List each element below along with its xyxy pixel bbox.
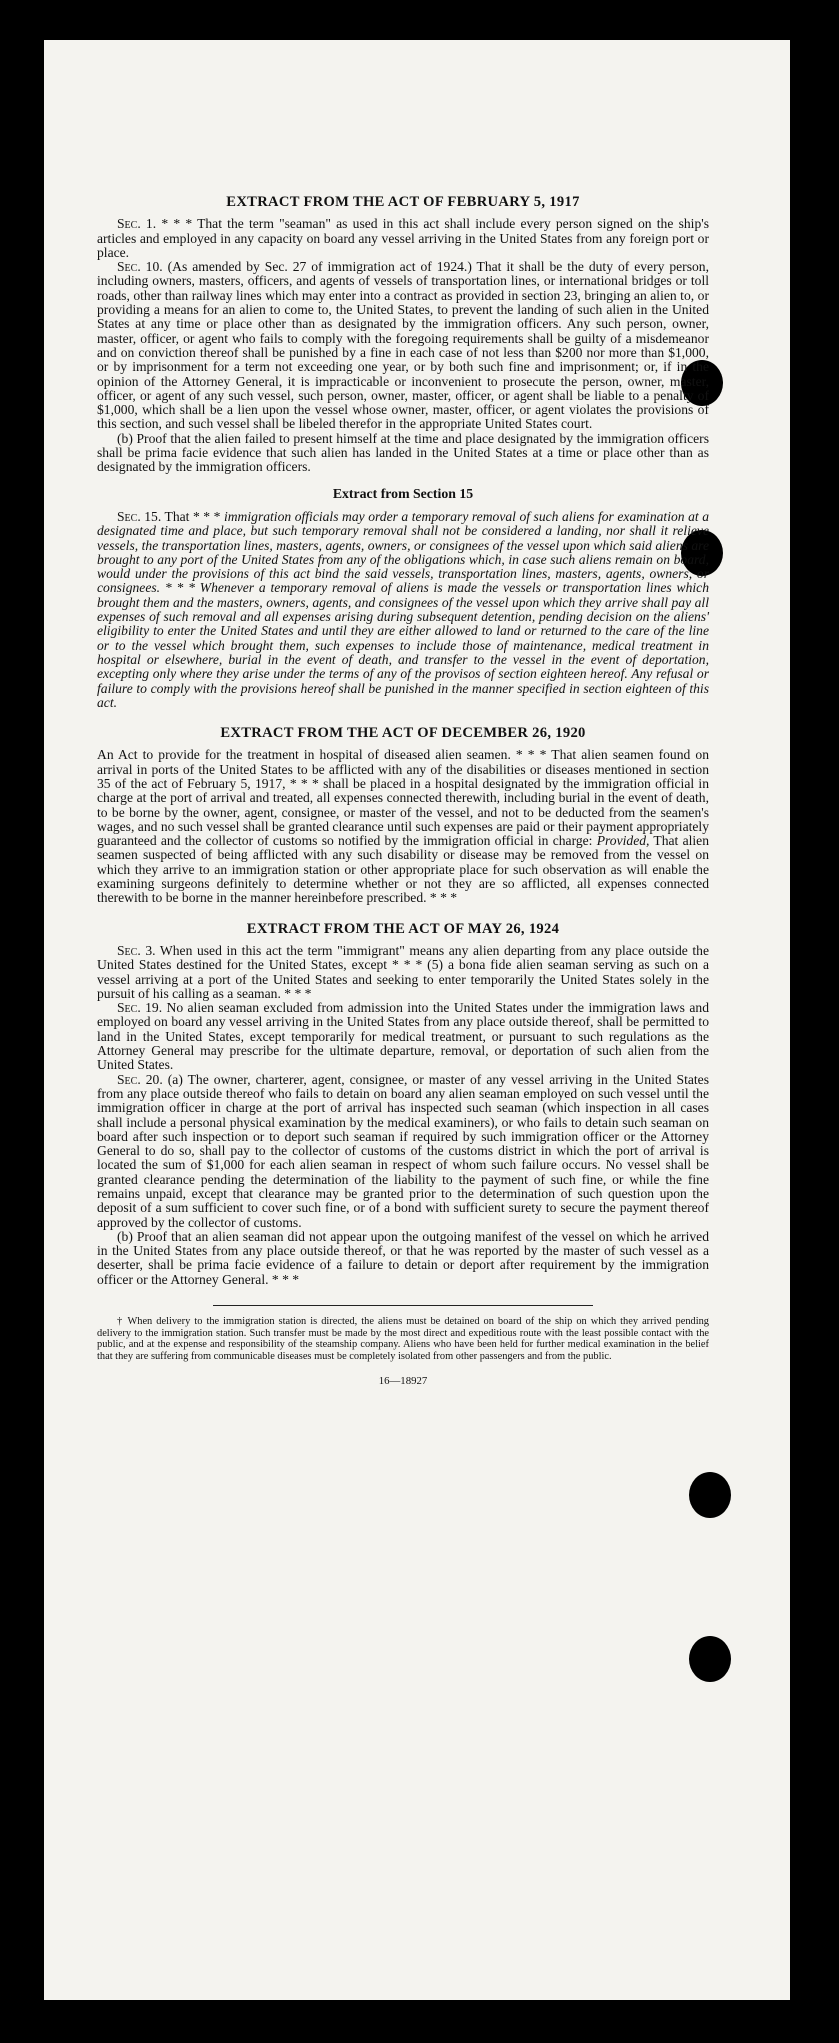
section-label: Sec. 1. xyxy=(117,216,157,232)
paragraph-text: When used in this act the term "immigrant" means any alien departing from any place outside the United States destined for the United States, except * * * (5) a bona fide alien seaman serving as such on a vessel arriving at a port of the United States and seeking to enter temporarily the United States solely in the pursuit of his calling as a seaman. * * * xyxy=(97,942,709,1001)
paragraph-text: No alien seaman excluded from admission into the United States under the immigration laws and employed on board any vessel arriving in the United States from any place outside thereof, shall be permitted to land in the United States, except temporarily for medical treatment, or pursuant to such regulations as the Attorney General may prescribe for the ultimate departure, removal, or deportation of such alien from the United States. xyxy=(97,1000,709,1073)
heading-act-feb-1917: EXTRACT FROM THE ACT OF FEBRUARY 5, 1917 xyxy=(226,194,580,210)
paragraph-sec-20 xyxy=(97,1073,709,1230)
proviso-label: Provided, xyxy=(596,833,650,849)
section-label: Sec. 15. xyxy=(117,508,162,524)
paragraph-text-2: That alien seamen suspected of being afflicted with any such disability or disease may be removed from the vessel on which they arrive to an immigration station or other appropriate place for such observation as will enable the examining surgeons definitely to determine whether or not they are so afflicted, all expenses connected therewith to be borne in the manner hereinbefore prescribed. * * * xyxy=(97,833,709,906)
paragraph-text: * * * That the term "seaman" as used in this act shall include every person signed on the ship's articles and employed in any capacity on board any vessel arriving in the United States from any foreign port or place. xyxy=(97,216,709,260)
section-label: Sec. 19. xyxy=(117,1000,163,1016)
paragraph-sec-1 xyxy=(97,217,709,260)
paragraph-text: immigration officials may order a temporary removal of such aliens for examination at a designated time and place, but such temporary removal shall not be considered a landing, nor shall it relieve vessels, the transportation lines, masters, agents, owners, or consignees of the vessel upon which said aliens are brought to any port of the United States from any of the obligations which, in case such aliens remain on board, would under the provisions of this act bind the said vessels, transportation lines, masters, agents, owners, or consignees. * * * Whenever a temporary removal of aliens is made the vessels or transportation lines which brought them and the masters, owners, agents, and consignees of the vessel upon which they arrive shall pay all expenses of such removal and all expenses arising during subsequent detention, pending decision on the aliens' eligibility to enter the United States and until they are either allowed to land or returned to the care of the line or to the vessel which brought them, such expenses to include those of maintenance, medical treatment in hospital or elsewhere, burial in the event of death, and transfer to the vessel in the event of deportation, excepting only where they arise under the terms of any of the provisos of section eighteen hereof. Any refusal or failure to comply with the provisions hereof shall be punished in the manner specified in section eighteen of this act. xyxy=(97,508,709,710)
heading-section-15: Extract from Section 15 xyxy=(332,485,474,501)
footnote-divider xyxy=(213,1305,592,1306)
paragraph-sec-20-b: (b) Proof that an alien seaman did not appear upon the outgoing manifest of the vessel on which he arrived in the United States from any place outside thereof, or that he was reported by the master of such vessel as a deserter, shall be prima facie evidence of a failure to detain or deport after requirement by the immigration officer or the Attorney General. * * * xyxy=(97,1228,709,1287)
paragraph-sec-3 xyxy=(97,944,709,1001)
punch-hole-4 xyxy=(689,1636,731,1682)
section-label: Sec. 20. xyxy=(117,1071,163,1087)
paragraph-text: (As amended by Sec. 27 of immigration act of 1924.) That it shall be the duty of every person, including owners, masters, officers, and agents of vessels of transportation lines, or international bridges or toll roads, other than railway lines which may enter into a contract as provided in section 23, bringing an alien to, or providing a means for an alien to come to, the United States, to prevent the landing of such alien in the United States at any time or place other than as designated by the immigration officers. Any such person, owner, master, officer, or agent who fails to comply with the foregoing requirements shall be guilty of a misdemeanor and on conviction thereof shall be punished by a fine in each case of not less than $200 nor more than $1,000, or by imprisonment for a term not exceeding one year, or by both such fine and imprisonment; or, if in the opinion of the Attorney General, it is impracticable or inconvenient to prosecute the person, owner, master, officer, or agent of any such vessel, such person, owner, master, officer, or agent shall be liable to a penalty of $1,000, which shall be a lien upon the vessel whose owner, master, officer, or agent violates the provisions of this section, and such vessel shall be libeled therefor in the appropriate United States court. xyxy=(97,259,709,432)
paragraph-sec-10 xyxy=(97,260,709,432)
paragraph-sec-10-b: (b) Proof that the alien failed to present himself at the time and place designated by the immigration officers shall be prima facie evidence that such alien has landed in the United States at a time or place other than as designated by the immigration officers. xyxy=(97,430,709,475)
section-label: Sec. 3. xyxy=(117,942,156,958)
section-label: Sec. 10. xyxy=(117,259,163,275)
paragraph-text: An Act to provide for the treatment in hospital of diseased alien seamen. * * * That alien seamen found on arrival in ports of the United States to be afflicted with any of the disabilities or diseases mentioned in section 35 of the act of February 5, 1917, * * * shall be placed in a hospital designated by the immigration official in charge at the port of arrival and treated, all expenses connected therewith, including burial in the event of death, to be borne by the owner, agent, consignee, or master of the vessel, and not to be deducted from the seamen's wages, and no such vessel shall be granted clearance until such expenses are paid or their payment appropriately guaranteed and the collector of customs so notified by the immigration official in charge: xyxy=(97,747,709,849)
paragraph-text: (a) The owner, charterer, agent, consignee, or master of any vessel arriving in the United States from any place outside thereof who fails to detain on board any alien seaman employed on such vessel until the immigration officer in charge at the port of arrival has inspected such seaman (which inspection in all cases shall include a personal physical examination by the medical examiners), or who fails to detain such seaman on board after such inspection or to deport such seaman if required by such immigration officer or the Attorney General to do so, shall pay to the collector of customs of the customs district in which the port of arrival is located the sum of $1,000 for each alien seaman in respect of whom such failure occurs. No vessel shall be granted clearance pending the determination of the liability to the payment of such fine, or while the fine remains unpaid, except that clearance may be granted prior to the determination of such question upon the deposit of a sum sufficient to cover such fine, or of a bond with sufficient surety to secure the payment thereof approved by the collector of customs. xyxy=(97,1071,709,1230)
paragraph-sec-19 xyxy=(97,1001,709,1072)
document-number: 16—18927 xyxy=(378,1375,428,1388)
punch-hole-3 xyxy=(689,1472,731,1518)
paragraph-sec-15 xyxy=(97,510,709,710)
heading-act-dec-1920: EXTRACT FROM THE ACT OF DECEMBER 26, 1920 xyxy=(220,725,586,742)
paragraph-act-1920 xyxy=(97,748,709,905)
footnote: † When delivery to the immigration station is directed, the aliens must be detained on board of the ship on which they arrived pending delivery to the immigration station. Such transfer must be made by the most direct and expeditious route with the least possible contact with the public, and at the expense and responsibility of the steamship company. Aliens who have been held for further medical examination in the belief that they are suffering from communicable diseases must be completely isolated from other passengers and from the public. xyxy=(97,1316,709,1362)
document-body xyxy=(97,195,709,1389)
paragraph-lead: That * * * xyxy=(161,508,224,524)
heading-act-may-1924: EXTRACT FROM THE ACT OF MAY 26, 1924 xyxy=(246,920,560,937)
